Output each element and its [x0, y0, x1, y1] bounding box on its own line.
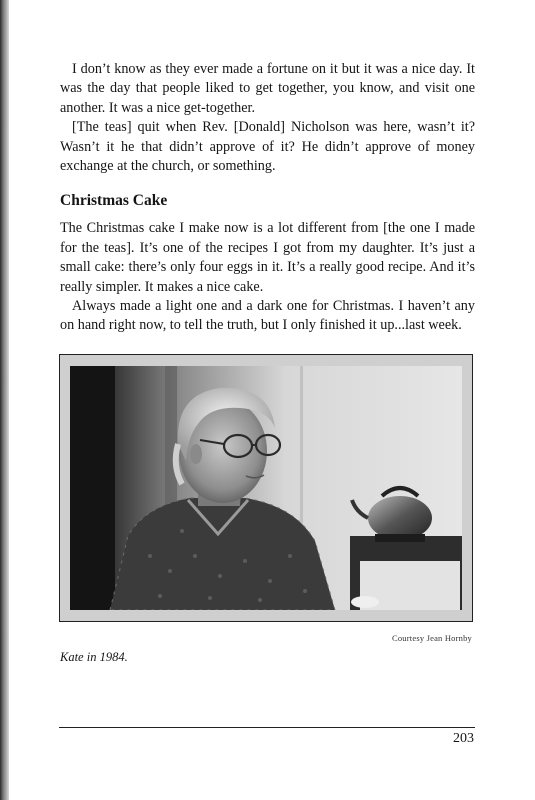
portrait-photo	[70, 366, 462, 610]
paragraph: [The teas] quit when Rev. [Donald] Nicholson was here, wasn’t it? Wasn’t it he that didn’t approve of it? He didn’t approve of money exchange at the church, or something.	[60, 119, 475, 175]
photo-credit: Courtesy Jean Hornby	[391, 633, 472, 643]
photo-frame	[59, 354, 473, 622]
photo-caption: Kate in 1984.	[60, 650, 128, 664]
paragraph: Always made a light one and a dark one for Christmas. I haven’t any on hand right now, to tell the truth, but I only finished it up...last week.	[60, 298, 475, 334]
section-heading: Christmas Cake	[60, 192, 168, 210]
body-text	[60, 60, 475, 336]
page-number: 203	[453, 731, 474, 746]
footer-rule	[59, 727, 475, 728]
paragraph: I don’t know as they ever made a fortune on it but it was a nice day. It was the day that people liked to get together, you know, and visit one another. It was a nice get-together.	[60, 61, 475, 116]
page-binding-edge	[0, 0, 9, 800]
paragraph: The Christmas cake I make now is a lot different from [the one I made for the teas]. It’s one of the recipes I got from my daughter. It’s just a small cake: there’s only four eggs in it. It’s a really good recipe. And it’s really simpler. It makes a nice cake.	[60, 220, 475, 295]
portrait-photo-illustration	[70, 366, 462, 610]
